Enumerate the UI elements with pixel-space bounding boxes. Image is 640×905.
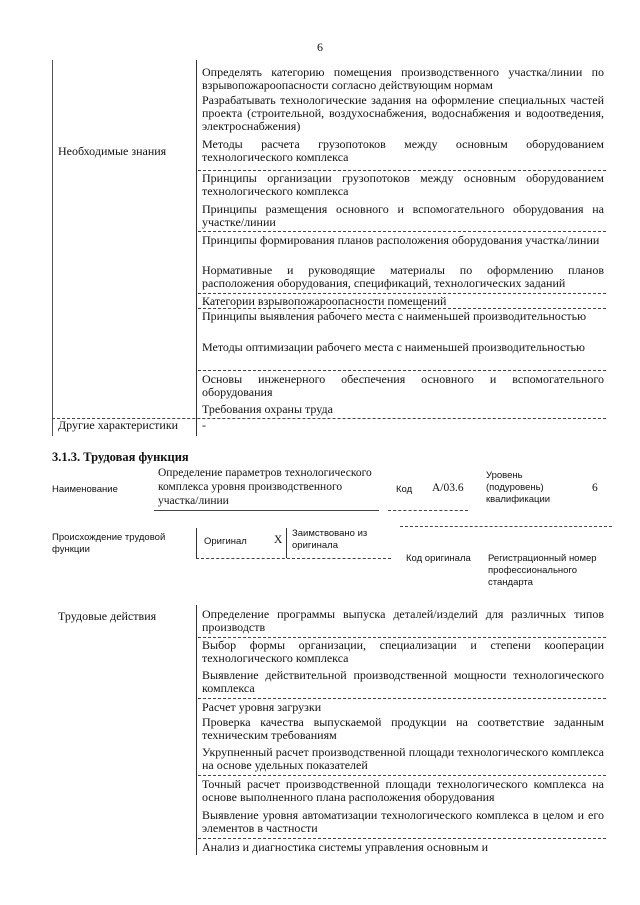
knowledge-row: Принципы организации грузопотоков между основным оборудованием технологического комплекса xyxy=(202,171,604,198)
table-border-left xyxy=(52,60,53,436)
origin-box-divider xyxy=(286,528,287,558)
knowledge-row: Принципы выявления рабочего места с наименьшей производительностью xyxy=(202,309,587,323)
action-row: Проверка качества выпускаемой продукции на соответствие заданным техническим требованиям xyxy=(202,715,604,742)
reg-number-label: Регистрационный номер профессионального стандарта xyxy=(488,553,597,588)
row-divider xyxy=(198,370,606,371)
row-divider xyxy=(198,838,606,839)
label-other-characteristics: Другие характеристики xyxy=(58,418,179,432)
knowledge-table xyxy=(52,60,612,436)
knowledge-row: Методы расчета грузопотоков между основным оборудованием технологического комплекса xyxy=(202,137,604,164)
name-label: Наименование xyxy=(52,484,118,495)
level-value: 6 xyxy=(592,482,598,494)
action-row: Расчет уровня загрузки xyxy=(202,700,322,714)
code-label: Код xyxy=(396,484,413,495)
knowledge-row: Разрабатывать технологические задания на оформление специальных частей проекта (строительной, воздухоснабжения, водоснабжения и водоотведения, электроснабжения) xyxy=(202,93,604,133)
code-value: A/03.6 xyxy=(432,482,464,494)
action-row: Выявление уровня автоматизации технологического комплекса в целом и его элементов в частности xyxy=(202,808,604,835)
label-labor-actions: Трудовые действия xyxy=(58,609,157,623)
action-row: Определение программы выпуска деталей/изделий для различных типов производств xyxy=(202,607,604,634)
table-divider xyxy=(196,605,197,855)
borrowed-label: Заимствовано из оригинала xyxy=(292,528,368,551)
action-row: Точный расчет производственной площади технологического комплекса на основе выполненного плана расположения оборудования xyxy=(202,777,604,804)
origin-underline xyxy=(196,558,391,559)
name-underline xyxy=(154,510,379,511)
knowledge-row: Категории взрывопожароопасности помещений xyxy=(202,294,447,308)
other-value: - xyxy=(202,418,206,432)
function-name: Определение параметров технологического комплекса уровня производственного участка/линии xyxy=(158,467,372,507)
knowledge-row: Нормативные и руководящие материалы по оформлению планов расположения оборудования, спецификаций, технологических заданий xyxy=(202,263,604,290)
table-divider xyxy=(196,60,197,436)
action-row: Выявление действительной производственной мощности технологического комплекса xyxy=(202,668,604,695)
action-row: Выбор формы организации, специализации и степени кооперации технологического комплекса xyxy=(202,638,604,665)
label-required-knowledge: Необходимые знания xyxy=(58,144,167,158)
original-mark: X xyxy=(274,534,283,546)
row-divider xyxy=(198,231,606,232)
action-row: Укрупненный расчет производственной площади технологического комплекса на основе удельных показателей xyxy=(202,745,604,772)
knowledge-row: Основы инженерного обеспечения основного и вспомогательного оборудования xyxy=(202,372,604,399)
knowledge-row: Методы оптимизации рабочего места с наименьшей производительностью xyxy=(202,340,585,354)
knowledge-row: Требования охраны труда xyxy=(202,402,333,416)
row-divider xyxy=(198,698,606,699)
origin-topline xyxy=(400,526,612,527)
code-underline xyxy=(388,510,468,511)
page-number: 6 xyxy=(317,40,323,54)
knowledge-row: Принципы размещения основного и вспомогательного оборудования на участке/линии xyxy=(202,202,604,229)
knowledge-row: Определять категорию помещения производственного участка/линии по взрывопожароопасности согласно действующим нормам xyxy=(202,65,604,92)
original-label: Оригинал xyxy=(204,536,247,547)
origin-label: Происхождение трудовой функции xyxy=(52,532,166,555)
origin-box-left xyxy=(196,528,197,558)
orig-code-label: Код оригинала xyxy=(406,553,471,564)
level-label: Уровень (подуровень) квалификации xyxy=(486,470,551,505)
row-divider xyxy=(198,775,606,776)
knowledge-row: Принципы формирования планов расположения оборудования участка/линии xyxy=(202,233,600,247)
action-row: Анализ и диагностика системы управления основным и xyxy=(202,840,489,854)
actions-table xyxy=(52,605,612,900)
section-title: 3.1.3. Трудовая функция xyxy=(52,450,189,464)
